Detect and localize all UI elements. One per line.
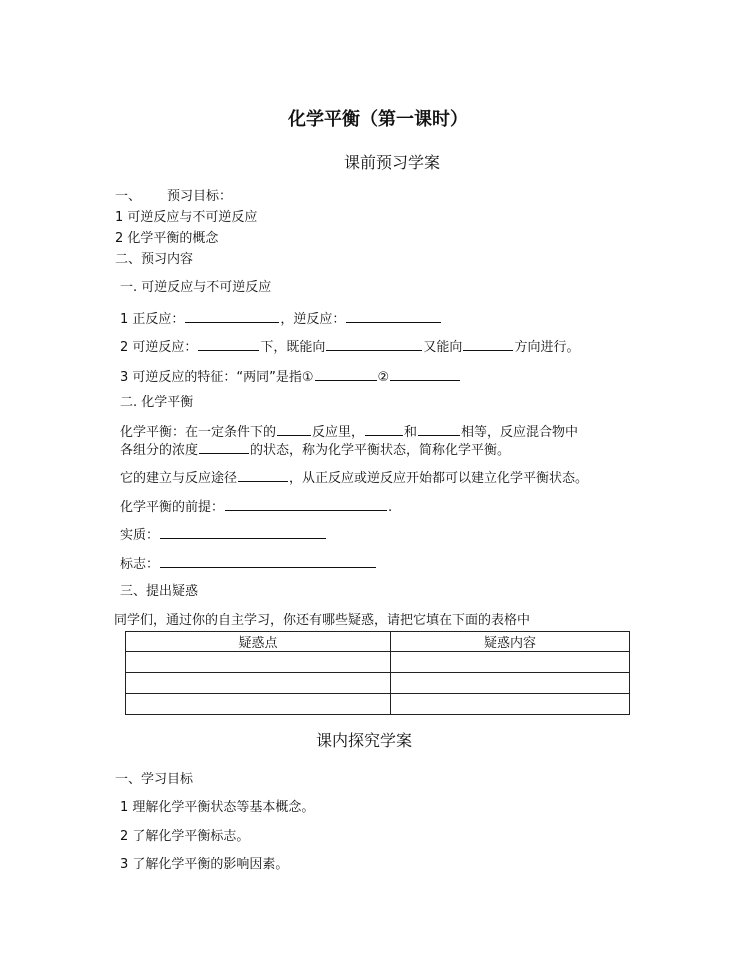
reaction-type-blank[interactable] xyxy=(277,422,311,436)
learning-goals-heading: 一、学习目标 xyxy=(115,772,194,787)
preview-goal-2: 2 化学平衡的概念 xyxy=(115,231,219,246)
document-title: 化学平衡（第一课时） xyxy=(288,109,468,130)
forward-reverse-line xyxy=(120,309,442,329)
establish-text-b: ，从正反应或逆反应开始都可以建立化学平衡状态。 xyxy=(289,471,589,486)
heading-text: 预习目标： xyxy=(167,189,233,204)
feature-2-marker: ② xyxy=(377,370,390,385)
learning-goal-1: 1 理解化学平衡状态等基本概念。 xyxy=(120,800,315,815)
establishment-line xyxy=(120,468,588,488)
table-cell[interactable] xyxy=(391,694,630,715)
table-cell[interactable] xyxy=(391,652,630,673)
reversible-features-line xyxy=(120,367,461,387)
reversible-definition-line xyxy=(120,337,579,357)
def-text-b: 反应里， xyxy=(312,425,365,440)
chemical-equilibrium-heading: 二. 化学平衡 xyxy=(120,395,194,410)
premise-line xyxy=(120,497,392,517)
reversible-text-d: 方向进行。 xyxy=(514,340,580,355)
features-label: 3 可逆反应的特征：“两同”是指① xyxy=(120,370,314,385)
premise-blank[interactable] xyxy=(225,497,387,511)
def-text-d: 相等，反应混合物中 xyxy=(461,425,579,440)
concentration-blank[interactable] xyxy=(199,440,249,454)
table-cell[interactable] xyxy=(391,673,630,694)
section-title-preview: 课前预习学案 xyxy=(343,153,440,172)
condition-blank[interactable] xyxy=(198,337,259,351)
reversible-text-b: 下，既能向 xyxy=(260,340,326,355)
sign-line xyxy=(120,554,377,574)
column-header-doubt-point: 疑惑点 xyxy=(126,632,391,652)
preview-content-heading: 二、预习内容 xyxy=(115,252,194,267)
forward-blank[interactable] xyxy=(185,309,279,323)
table-row xyxy=(126,673,630,694)
rate-b-blank[interactable] xyxy=(418,422,460,436)
def-text-a: 化学平衡：在一定条件下的 xyxy=(120,425,277,440)
reverse-blank[interactable] xyxy=(346,309,441,323)
sign-blank[interactable] xyxy=(160,554,376,568)
establish-text-a: 它的建立与反应途径 xyxy=(120,471,238,486)
preview-goals-heading xyxy=(115,188,232,206)
table-row xyxy=(126,652,630,673)
doubts-heading: 三、提出疑惑 xyxy=(120,584,199,599)
doubts-intro: 同学们，通过你的自主学习，你还有哪些疑惑，请把它填在下面的表格中 xyxy=(114,613,531,628)
learning-goal-3: 3 了解化学平衡的影响因素。 xyxy=(120,857,289,872)
def-text-f: 的状态，称为化学平衡状态，简称化学平衡。 xyxy=(250,443,511,458)
learning-goal-2: 2 了解化学平衡标志。 xyxy=(120,829,250,844)
essence-blank[interactable] xyxy=(160,525,326,539)
direction-a-blank[interactable] xyxy=(326,337,422,351)
column-header-doubt-content: 疑惑内容 xyxy=(391,632,630,652)
forward-label: 1 正反应： xyxy=(120,312,185,327)
sign-label: 标志： xyxy=(120,557,160,572)
rate-a-blank[interactable] xyxy=(365,422,403,436)
feature-1-blank[interactable] xyxy=(315,367,377,381)
reversible-reaction-heading: 一. 可逆反应与不可逆反应 xyxy=(120,280,272,295)
table-row xyxy=(126,694,630,715)
doubts-table xyxy=(125,631,630,715)
premise-end: . xyxy=(388,500,393,515)
preview-goal-1: 1 可逆反应与不可逆反应 xyxy=(115,210,258,225)
heading-number: 一、 xyxy=(115,189,142,204)
equilibrium-definition-line-2 xyxy=(120,440,510,460)
pathway-blank[interactable] xyxy=(238,468,288,482)
premise-label: 化学平衡的前提： xyxy=(120,500,225,515)
reversible-label: 2 可逆反应： xyxy=(120,340,198,355)
reverse-label: ，逆反应： xyxy=(280,312,346,327)
def-text-c: 和 xyxy=(404,425,418,440)
direction-b-blank[interactable] xyxy=(463,337,513,351)
def-text-e: 各组分的浓度 xyxy=(120,443,199,458)
table-cell[interactable] xyxy=(126,673,391,694)
table-cell[interactable] xyxy=(126,694,391,715)
feature-2-blank[interactable] xyxy=(390,367,460,381)
table-header-row xyxy=(126,632,630,652)
section-title-classroom: 课内探究学案 xyxy=(315,731,412,750)
reversible-text-c: 又能向 xyxy=(423,340,463,355)
equilibrium-definition-line-1 xyxy=(120,422,578,442)
essence-line xyxy=(120,525,327,545)
table-cell[interactable] xyxy=(126,652,391,673)
essence-label: 实质： xyxy=(120,528,160,543)
